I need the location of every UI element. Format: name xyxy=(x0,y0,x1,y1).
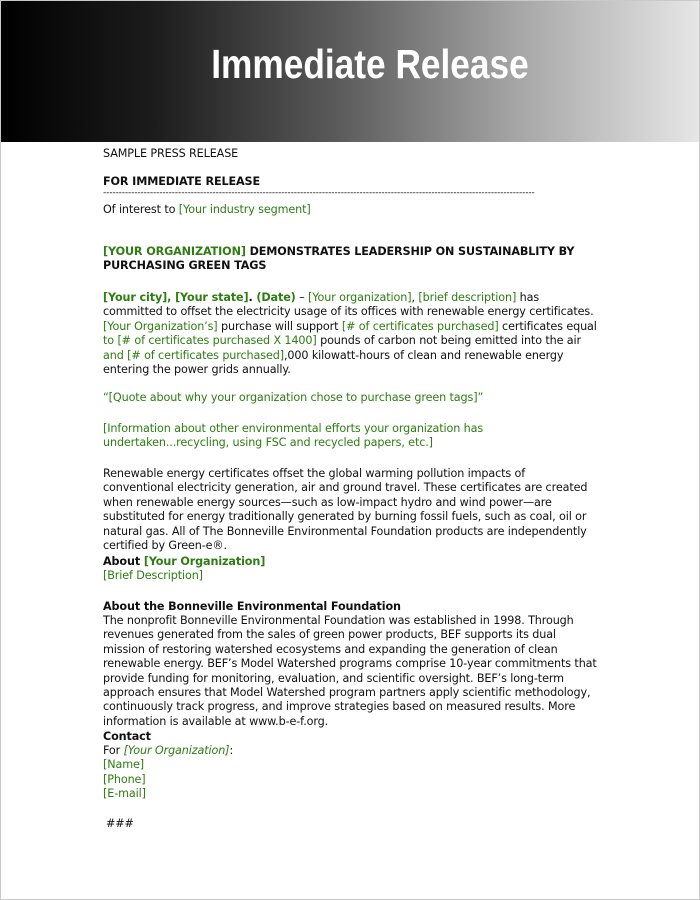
interest-prefix: Of interest to xyxy=(103,203,179,216)
about-org-heading xyxy=(103,555,598,569)
end-mark: ### xyxy=(106,817,134,830)
lead-text: certificates equal xyxy=(498,319,597,333)
org-placeholder: [Your organization] xyxy=(308,291,412,304)
divider-rule: ------------------------------------------------------------------------------------------------------------------------------------------ xyxy=(103,188,535,198)
rec-paragraph: Renewable energy certificates offset the global warming pollution impacts of conventional electricity generation, air and ground travel. These certificates are created when renewable energy sources—such as low-impact hydro and wind power—are substituted for energy traditionally generated by burning fossil fuels, such as coal, oil or natural gas. All of The Bonneville Environmental Foundation products are independently certified by Green-e®. xyxy=(103,467,588,553)
lead-text: ,000 kilowatt-hours of clean and renewable energy entering the power grids annually. xyxy=(103,348,564,377)
banner-title: Immediate Release xyxy=(211,41,529,87)
sep: . xyxy=(248,291,257,304)
quote-placeholder: “[Quote about why your organization chose to purchase green tags]” xyxy=(103,391,484,404)
sep: : xyxy=(229,744,234,757)
about-label: About xyxy=(103,555,144,568)
lead-paragraph xyxy=(103,291,598,377)
header-banner xyxy=(1,1,699,142)
contact-phone-placeholder: [Phone] xyxy=(103,773,146,786)
bef-heading: About the Bonneville Environmental Foundation xyxy=(103,600,401,613)
cert-count-placeholder: [# of certificates purchased] xyxy=(341,319,499,333)
bef-paragraph: The nonprofit Bonneville Environmental Foundation was established in 1998. Through revenues generated from the sales of green power products, BEF supports its dual mission of restoring watershed ecosystems and expanding the generation of clean renewable energy. BEF’s Model Watershed programs comprise 10-year commitments that provide funding for monitoring, evaluation, and scientific oversight. BEF’s long-term approach ensures that Model Watershed program partners apply scientific methodology, continuously track progress, and improve strategies based on measured results. More information is available at www.b-e-f.org. xyxy=(103,614,597,728)
info-placeholder: [Information about other environmental efforts your organization has undertaken...recycling, using FSC and recycled papers, etc.] xyxy=(103,422,484,450)
headline xyxy=(103,245,598,274)
cert-count-placeholder-2: [# of certificates purchased] xyxy=(127,348,284,362)
contact-name-placeholder: [Name] xyxy=(103,758,145,771)
contact-for-line xyxy=(103,744,598,758)
sep: , xyxy=(167,291,176,304)
desc-placeholder: [brief description] xyxy=(418,291,517,304)
interest-line xyxy=(103,203,598,217)
sample-label: SAMPLE PRESS RELEASE xyxy=(103,147,239,160)
sep: – xyxy=(295,291,309,304)
contact-email-placeholder: [E-mail] xyxy=(103,787,146,800)
lead-text: has committed to offset the electricity usage of its offices with renewable energy certificates. xyxy=(103,291,594,319)
lead-text: pounds of carbon not being emitted into the air xyxy=(316,334,581,348)
city-placeholder: [Your city] xyxy=(103,291,168,304)
date-placeholder: (Date) xyxy=(256,291,296,304)
headline-org: [YOUR ORGANIZATION] xyxy=(103,245,246,258)
about-desc-placeholder: [Brief Description] xyxy=(103,569,203,582)
contact-for: For xyxy=(103,744,124,757)
contact-org-placeholder: [Your Organization] xyxy=(123,744,230,757)
lead-text-green: to xyxy=(103,334,114,348)
industry-placeholder: [Your industry segment] xyxy=(178,203,311,216)
release-label: FOR IMMEDIATE RELEASE xyxy=(103,175,261,188)
lead-text-green: and xyxy=(103,348,124,362)
sep: , xyxy=(411,291,419,304)
contact-heading: Contact xyxy=(103,730,151,743)
about-org-placeholder: [Your Organization] xyxy=(143,555,266,568)
lead-text: purchase will support xyxy=(217,319,342,333)
state-placeholder: [Your state] xyxy=(175,291,249,304)
headline-text: DEMONSTRATES LEADERSHIP ON SUSTAINABLITY BY PURCHASING GREEN TAGS xyxy=(103,245,575,273)
org-possessive-placeholder: [Your Organization’s] xyxy=(103,319,218,333)
carbon-calc-placeholder: [# of certificates purchased X 1400] xyxy=(117,334,317,348)
